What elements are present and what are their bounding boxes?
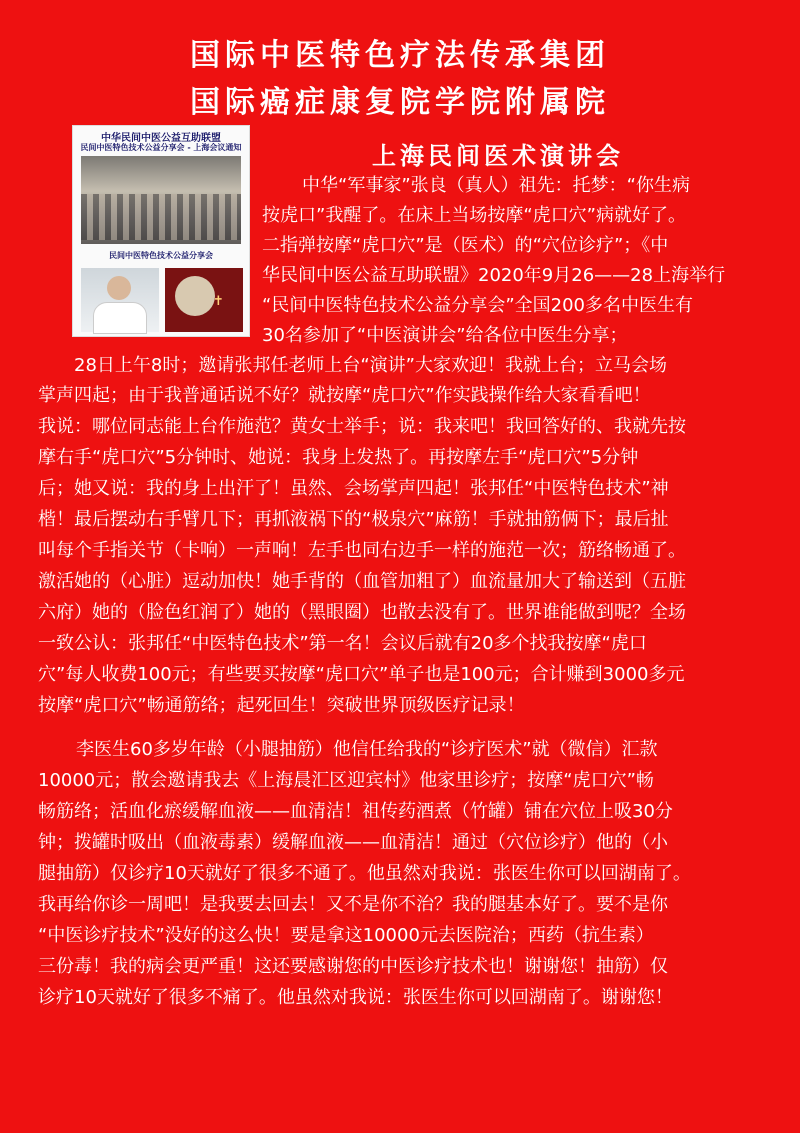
- body-line: 李医生60多岁年龄（小腿抽筋）他信任给我的“诊疗医术”就（微信）汇款: [76, 739, 658, 760]
- photo-card-heading: 中华民间中医公益互助联盟: [101, 133, 221, 144]
- body-line: 10000元；散会邀请我去《上海晨汇区迎宾村》他家里诊疗；按摩“虎口穴”畅: [38, 770, 654, 791]
- body-line: 腿抽筋）仅诊疗10天就好了很多不通了。他虽然对我说：张医生你可以回湖南了。: [38, 863, 691, 884]
- subtitle: 上海民间医术演讲会: [372, 141, 624, 170]
- body-line: 畅筋络；活血化瘀缓解血液——血清洁！祖传药酒煮（竹罐）铺在穴位上吸30分: [38, 801, 673, 822]
- body-line: 中华“军事家”张良（真人）祖先：托梦：“你生病: [302, 175, 690, 196]
- body-line: 摩右手“虎口穴”5分钟时、她说：我身上发热了。再按摩左手“虎口穴”5分钟: [38, 447, 639, 468]
- body-line: 我再给你诊一周吧！是我要去回去！又不是你不治？我的腿基本好了。要不是你: [38, 894, 668, 915]
- body-line: 钟；拨罐时吸出（血液毒素）缓解血液——血清洁！通过（穴位诊疗）他的（小: [38, 832, 668, 853]
- body-line: 华民间中医公益互助联盟》2020年9月26——28上海举行: [262, 265, 726, 286]
- body-line: 一致公认：张邦任“中医特色技术”第一名！会议后就有20多个找我按摩“虎口: [38, 633, 647, 654]
- body-line: 激活她的（心脏）逗动加快！她手背的（血管加粗了）血流量加大了输送到（五脏: [38, 571, 686, 592]
- body-line: 三份毒！我的病会更严重！这还要感谢您的中医诊疗技术也！谢谢您！抽筋）仅: [38, 956, 668, 977]
- body-line: 楷！最后摆动右手臂几下；再抓液祸下的“极泉穴”麻筋！手就抽筋俩下；最后扯: [38, 509, 669, 530]
- body-line: 叫每个手指关节（卡响）一声响！左手也同右边手一样的施范一次；筋络畅通了。: [38, 540, 686, 561]
- body-line: 诊疗10天就好了很多不痛了。他虽然对我说：张医生你可以回湖南了。谢谢您！: [38, 987, 673, 1008]
- body-line: 六府）她的（脸色红润了）她的（黑眼圈）也散去没有了。世界谁能做到呢？全场: [38, 602, 686, 623]
- book-cover-image: ✝: [165, 268, 243, 332]
- conference-photo: [81, 156, 241, 244]
- body-line: 后；她又说：我的身上出汗了！虽然、会场掌声四起！张邦任“中医特色技术”神: [38, 478, 669, 499]
- body-line: 穴”每人收费100元；有些要买按摩“虎口穴”单子也是100元；合计赚到3000多元: [38, 664, 685, 685]
- body-line: 28日上午8时；邀请张邦任老师上台“演讲”大家欢迎！我就上台；立马会场: [74, 355, 668, 376]
- photo-card-subheading: 民间中医特色技术公益分享会 - 上海会议通知: [80, 143, 242, 152]
- doctor-portrait: [81, 268, 159, 332]
- photo-card-caption: 民间中医特色技术公益分享会: [109, 251, 213, 260]
- event-photo-card: [72, 125, 250, 337]
- body-line: 按虎口”我醒了。在床上当场按摩“虎口穴”病就好了。: [262, 205, 686, 226]
- body-line: 二指弹按摩“虎口穴”是（医术）的“穴位诊疗”；《中: [262, 235, 669, 256]
- body-line: 我说：哪位同志能上台作施范？黄女士举手；说：我来吧！我回答好的、我就先按: [38, 416, 686, 437]
- body-line: 按摩“虎口穴”畅通筋络；起死回生！突破世界顶级医疗记录！: [38, 695, 525, 716]
- body-line: “民间中医特色技术公益分享会”全国200多名中医生有: [262, 295, 694, 316]
- title-line-1: 国际中医特色疗法传承集团: [190, 38, 610, 73]
- body-line: “中医诊疗技术”没好的这么快！要是拿这10000元去医院治；西药（抗生素）: [38, 925, 654, 946]
- title-line-2: 国际癌症康复院学院附属院: [190, 85, 610, 120]
- body-line: 掌声四起；由于我普通话说不好？就按摩“虎口穴”作实践操作给大家看看吧！: [38, 385, 651, 406]
- body-line: 30名参加了“中医演讲会”给各位中医生分享；: [262, 325, 628, 346]
